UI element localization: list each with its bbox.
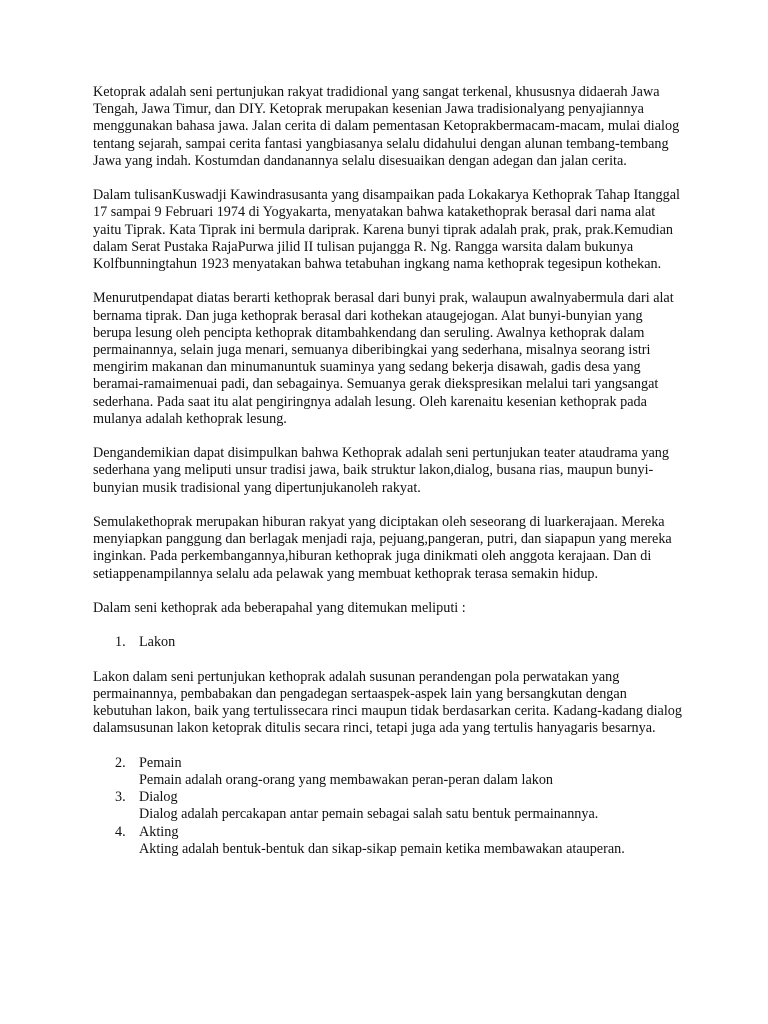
paragraph-origin: Dalam tulisanKuswadji Kawindrasusanta yang disampaikan pada Lokakarya Kethoprak Tahap Itanggal 17 sampai 9 Februari 1974 di Yogyakarta, menyatakan bahwa katakethoprak berasal dari nama alat yaitu Tiprak. Kata Tiprak ini bermula dariprak. Karena bunyi tiprak adalah prak, prak, prak.Kemudian dalam Serat Pustaka RajaPurwa jilid II tulisan pujangga R. Ng. Rangga warsita dalam bukunya Kolfbunningtahun 1923 menyatakan bahwa tetabuhan ingkang nama kethoprak tegesipun kothekan. [93, 187, 680, 273]
list-item-description: Dialog adalah percakapan antar pemain sebagai salah satu bentuk permainannya. [139, 806, 599, 823]
paragraph-elements-intro: Dalam seni kethoprak ada beberapahal yang ditemukan meliputi : [93, 600, 466, 617]
list-item [93, 755, 683, 789]
paragraph-lesung: Menurutpendapat diatas berarti kethoprak berasal dari bunyi prak, walaupun awalnyabermula dari alat bernama tiprak. Dan juga kethoprak berasal dari kothekan ataugejogan. Alat bunyi-bunyian yang berupa lesung oleh pencipta kethoprak ditambahkendang dan seruling. Awalnya kethoprak dalam permainannya, selain juga menari, semuanya diberibingkai yang sederhana, misalnya seorang istri mengirim makanan dan minumanuntuk suaminya yang sedang bekerja disawah, gadis desa yang beramai-ramaimenuai padi, dan sebagainya. Semuanya gerak diekspresikan melalui tari yangsangat sederhana. Pada saat itu alat pengiringnya adalah lesung. Oleh karenaitu kesenian kethoprak pada mulanya adalah kethoprak lesung. [93, 290, 674, 427]
list-number: 3. [115, 789, 126, 806]
list-item [93, 789, 683, 823]
paragraph-history: Semulakethoprak merupakan hiburan rakyat yang diciptakan oleh seseorang di luarkerajaan. Mereka menyiapkan panggung dan berlagak menjadi raja, pejuang,pangeran, putri, dan siapapun yang mereka inginkan. Pada perkembangannya,hiburan kethoprak juga dinikmati oleh anggota kerajaan. Dan di setiappenampilannya selalu ada pelawak yang membuat kethoprak terasa semakin hidup. [93, 514, 672, 582]
list-number: 2. [115, 754, 126, 771]
list-item [93, 824, 683, 858]
list-item-description: Pemain adalah orang-orang yang membawakan peran-peran dalam lakon [139, 772, 554, 788]
elements-list-a [93, 634, 683, 651]
paragraph-conclusion: Dengandemikian dapat disimpulkan bahwa Kethoprak adalah seni pertunjukan teater ataudrama yang sederhana yang meliputi unsur tradisi jawa, baik struktur lakon,dialog, busana rias, maupun bunyi-bunyian musik tradisional yang dipertunjukanoleh rakyat. [93, 445, 669, 496]
document-page [93, 84, 683, 875]
paragraph-lakon: Lakon dalam seni pertunjukan kethoprak adalah susunan perandengan pola perwatakan yang permainannya, pembabakan dan pengadegan sertaaspek-aspek lain yang bersangkutan dengan kebutuhan lakon, baik yang tertulissecara rinci maupun tidak berdasarkan cerita. Kadang-kadang dialog dalamsusunan lakon ketoprak ditulis secara rinci, tetapi juga ada yang tertulis hanyagaris besarnya. [93, 668, 682, 737]
elements-list-b [93, 755, 683, 858]
list-item-title: Pemain [139, 754, 182, 771]
list-number: 1. [115, 634, 126, 651]
list-item-title: Lakon [139, 634, 176, 651]
list-item-title: Akting [139, 823, 179, 840]
list-item-title: Dialog [139, 789, 178, 806]
list-item-description: Akting adalah bentuk-bentuk dan sikap-sikap pemain ketika membawakan atauperan. [139, 840, 625, 857]
list-item [93, 634, 683, 651]
list-number: 4. [115, 823, 126, 840]
paragraph-intro: Ketoprak adalah seni pertunjukan rakyat tradidional yang sangat terkenal, khususnya didaerah Jawa Tengah, Jawa Timur, dan DIY. Ketoprak merupakan kesenian Jawa tradisionalyang penyajiannya menggunakan bahasa jawa. Jalan cerita di dalam pementasan Ketoprakbermacam-macam, mulai dialog tentang sejarah, sampai cerita fantasi yangbiasanya selalu didahului dengan alunan tembang-tembang Jawa yang indah. Kostumdan dandanannya selalu disesuaikan dengan adegan dan jalan cerita. [93, 84, 680, 169]
